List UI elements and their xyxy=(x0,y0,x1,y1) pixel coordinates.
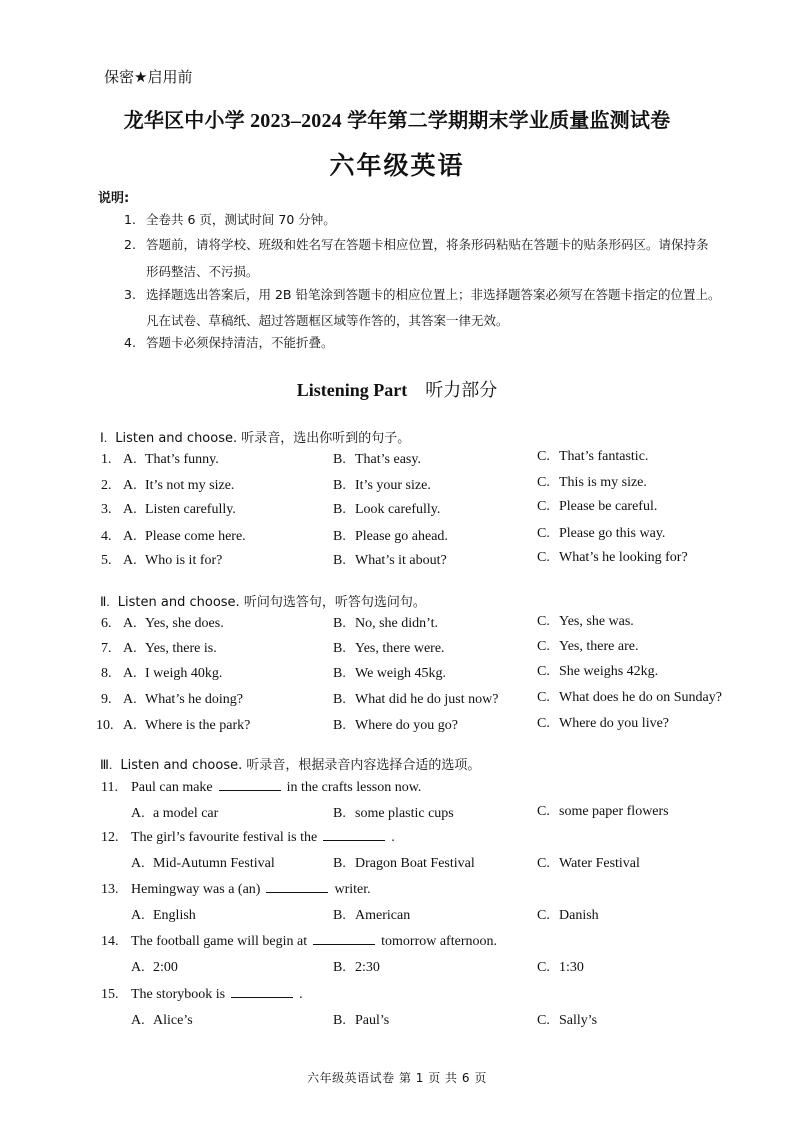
question-number: 6. xyxy=(101,616,112,631)
option-c: C. Please go this way. xyxy=(537,526,666,541)
option-c: C. Danish xyxy=(537,908,599,923)
section-heading xyxy=(100,591,426,610)
note-number: 2. xyxy=(124,237,136,252)
option-c: C. Sally’s xyxy=(537,1013,598,1028)
question-stem: The girl’s favourite festival is the . xyxy=(131,830,395,845)
option-b: B. American xyxy=(333,908,411,923)
note-item xyxy=(124,207,336,232)
option-a: A. Who is it for? xyxy=(123,553,223,568)
section-roman: Ⅲ. xyxy=(100,757,113,772)
option-b: B. It’s your size. xyxy=(333,478,431,493)
section-instruction-en: Listen and choose. xyxy=(115,431,238,446)
option-a: A. Please come here. xyxy=(123,529,246,544)
option-a: A. It’s not my size. xyxy=(123,478,235,493)
section-roman: Ⅰ. xyxy=(100,430,108,445)
option-c: C. Water Festival xyxy=(537,856,640,871)
section-instruction-en: Listen and choose. xyxy=(120,758,243,773)
exam-subtitle: 六年级英语 xyxy=(329,153,465,180)
note-continuation: 凡在试卷、草稿纸、超过答题框区域等作答的，其答案一律无效。 xyxy=(146,313,509,328)
option-b: B. That’s easy. xyxy=(333,452,421,467)
option-b: B. No, she didn’t. xyxy=(333,616,438,631)
question-number: 10. xyxy=(96,718,114,733)
option-c: C. Please be careful. xyxy=(537,499,658,514)
option-c: C. Yes, she was. xyxy=(537,614,634,629)
answer-blank xyxy=(266,882,328,893)
question-number: 7. xyxy=(101,641,112,656)
question-stem: The storybook is . xyxy=(131,987,303,1002)
note-text: 答题卡必须保持清洁，不能折叠。 xyxy=(146,335,334,350)
option-c: C. 1:30 xyxy=(537,960,584,975)
question-number: 11. xyxy=(101,780,118,795)
question-number: 13. xyxy=(101,882,119,897)
option-b: B. some plastic cups xyxy=(333,806,454,821)
note-number: 4. xyxy=(124,335,136,350)
confidential-label: 保密★启用前 xyxy=(104,68,193,86)
section-instruction-zh: 听问句选答句，听答句选问句。 xyxy=(243,595,426,610)
section-instruction-zh: 听录音，根据录音内容选择合适的选项。 xyxy=(246,758,481,773)
section-instruction-zh: 听录音，选出你听到的句子。 xyxy=(241,431,411,446)
part-title xyxy=(0,376,794,402)
option-b: B. Paul’s xyxy=(333,1013,390,1028)
note-text: 全卷共 6 页，测试时间 70 分钟。 xyxy=(146,212,336,227)
note-text: 选择题选出答案后，用 2B 铅笔涂到答题卡的相应位置上；非选择题答案必须写在答题卡指定的位置上。 xyxy=(146,287,721,302)
answer-blank xyxy=(323,830,385,841)
question-number: 3. xyxy=(101,502,112,517)
note-text: 答题前，请将学校、班级和姓名写在答题卡相应位置，将条形码粘贴在答题卡的贴条形码区。请保持条 xyxy=(146,237,709,252)
note-continuation: 形码整洁、不污损。 xyxy=(146,264,259,279)
option-a: A. Where is the park? xyxy=(123,718,251,733)
option-b: B. Please go ahead. xyxy=(333,529,448,544)
option-c: C. some paper flowers xyxy=(537,804,669,819)
note-number: 3. xyxy=(124,287,136,302)
option-a: A. English xyxy=(131,908,196,923)
part-title-zh: 听力部分 xyxy=(425,380,498,401)
note-item xyxy=(124,282,720,307)
question-stem: Paul can make in the crafts lesson now. xyxy=(131,780,422,795)
question-number: 9. xyxy=(101,692,112,707)
question-number: 4. xyxy=(101,529,112,544)
option-b: B. Dragon Boat Festival xyxy=(333,856,475,871)
option-c: C. This is my size. xyxy=(537,475,647,490)
part-title-en: Listening Part xyxy=(296,380,408,400)
option-c: C. What does he do on Sunday? xyxy=(537,690,722,705)
option-b: B. We weigh 45kg. xyxy=(333,666,447,681)
question-number: 15. xyxy=(101,987,119,1002)
answer-blank xyxy=(219,780,281,791)
option-a: A. That’s funny. xyxy=(123,452,219,467)
option-a: A. What’s he doing? xyxy=(123,692,243,707)
section-roman: Ⅱ. xyxy=(100,594,110,609)
note-item xyxy=(124,330,334,355)
option-c: C. Where do you live? xyxy=(537,716,670,731)
option-c: C. What’s he looking for? xyxy=(537,550,688,565)
option-a: A. a model car xyxy=(131,806,219,821)
option-b: B. What did he do just now? xyxy=(333,692,499,707)
option-a: A. Mid-Autumn Festival xyxy=(131,856,275,871)
question-number: 12. xyxy=(101,830,119,845)
notes-heading: 说明: xyxy=(98,191,130,206)
question-number: 1. xyxy=(101,452,112,467)
note-number: 1. xyxy=(124,212,136,227)
page-footer: 六年级英语试卷 第 1 页 共 6 页 xyxy=(307,1071,487,1085)
option-b: B. Where do you go? xyxy=(333,718,459,733)
question-number: 14. xyxy=(101,934,119,949)
option-b: B. 2:30 xyxy=(333,960,380,975)
question-number: 5. xyxy=(101,553,112,568)
option-a: A. Alice’s xyxy=(131,1013,193,1028)
option-c: C. She weighs 42kg. xyxy=(537,664,659,679)
option-a: A. Yes, there is. xyxy=(123,641,217,656)
section-heading xyxy=(100,754,480,773)
option-a: A. 2:00 xyxy=(131,960,178,975)
option-c: C. That’s fantastic. xyxy=(537,449,649,464)
option-b: B. Yes, there were. xyxy=(333,641,445,656)
question-number: 8. xyxy=(101,666,112,681)
option-a: A. Yes, she does. xyxy=(123,616,224,631)
question-stem: The football game will begin at tomorrow afternoon. xyxy=(131,934,497,949)
option-c: C. Yes, there are. xyxy=(537,639,639,654)
exam-title: 龙华区中小学 2023–2024 学年第二学期期末学业质量监测试卷 xyxy=(123,110,671,132)
option-a: A. I weigh 40kg. xyxy=(123,666,223,681)
answer-blank xyxy=(313,934,375,945)
option-b: B. What’s it about? xyxy=(333,553,447,568)
note-item xyxy=(124,232,709,257)
question-number: 2. xyxy=(101,478,112,493)
section-heading xyxy=(100,427,410,446)
section-instruction-en: Listen and choose. xyxy=(117,595,240,610)
answer-blank xyxy=(231,987,293,998)
option-b: B. Look carefully. xyxy=(333,502,441,517)
question-stem: Hemingway was a (an) writer. xyxy=(131,882,371,897)
option-a: A. Listen carefully. xyxy=(123,502,236,517)
